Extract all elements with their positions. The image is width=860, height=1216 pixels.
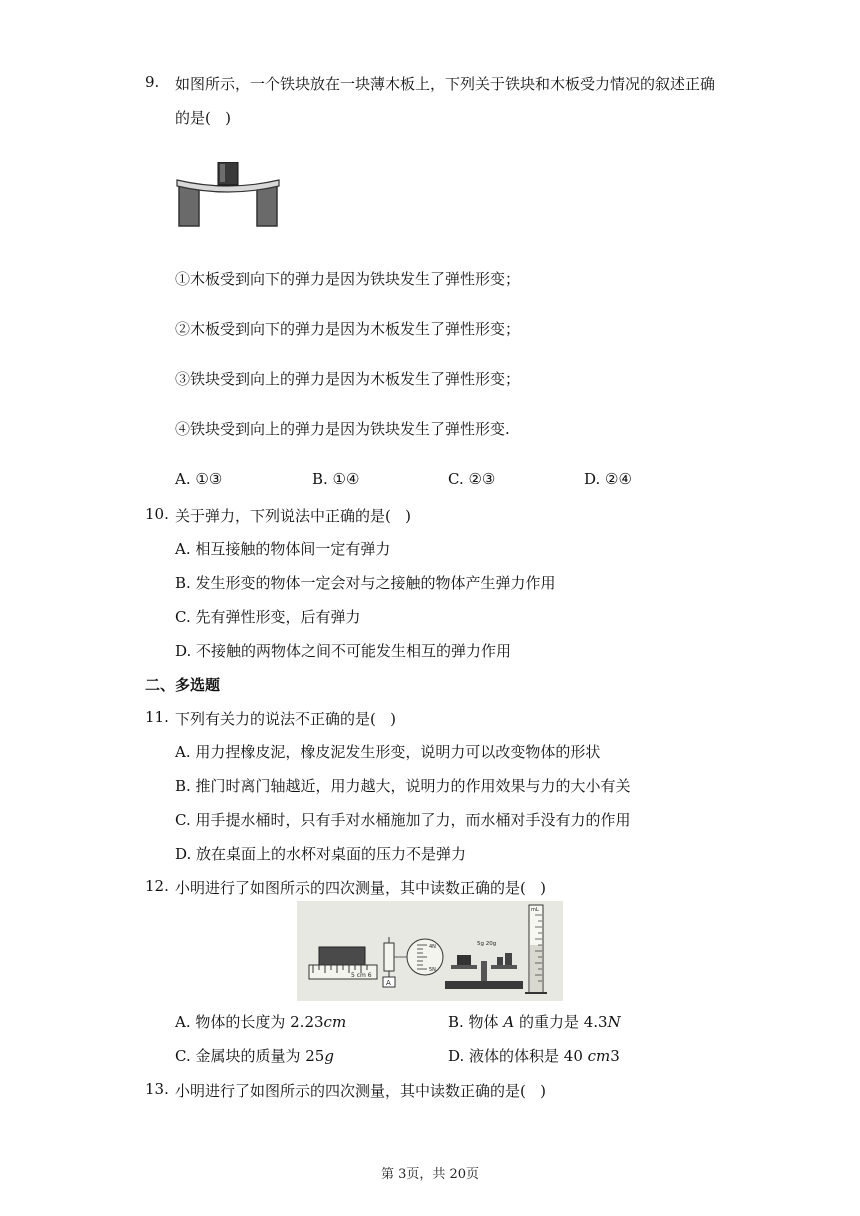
q11-option-c: C. 用手提水桶时，只有手对水桶施加了力，而水桶对手没有力的作用: [175, 811, 631, 829]
q12-text: 小明进行了如图所示的四次测量，其中读数正确的是( ): [175, 879, 547, 897]
balance-label: 5g 20g: [477, 941, 497, 947]
scale-label-bottom: 5N: [429, 967, 436, 973]
q10-option-c: C. 先有弹性形变，后有弹力: [175, 608, 361, 626]
q9-option-a: A. ①③: [175, 470, 223, 488]
scale-label-top: 4N: [429, 944, 436, 950]
q12-option-d: D. 液体的体积是 40 cm3: [448, 1047, 620, 1065]
q12-option-a: A. 物体的长度为 2.23cm: [175, 1013, 347, 1031]
q12-option-c: C. 金属块的质量为 25g: [175, 1047, 334, 1065]
section-title-multiple-choice: 二、多选题: [145, 676, 221, 694]
right-support: [257, 186, 277, 226]
q9-option-b: B. ①④: [312, 470, 360, 488]
q9-text-line2: 的是( ): [175, 109, 232, 127]
q11-text: 下列有关力的说法不正确的是( ): [175, 710, 397, 728]
q12-number: 12.: [145, 877, 169, 895]
q9-number: 9.: [145, 73, 160, 91]
q9-statement-2: ②木板受到向下的弹力是因为木板发生了弹性形变；: [175, 320, 521, 338]
q9-text-line1: 如图所示，一个铁块放在一块薄木板上，下列关于铁块和木板受力情况的叙述正确: [175, 75, 716, 93]
q13-text: 小明进行了如图所示的四次测量，其中读数正确的是( ): [175, 1082, 547, 1100]
q10-option-a: A. 相互接触的物体间一定有弹力: [175, 540, 391, 558]
q9-statement-4: ④铁块受到向上的弹力是因为铁块发生了弹性形变.: [175, 420, 510, 438]
q9-statement-1: ①木板受到向下的弹力是因为铁块发生了弹性形变；: [175, 270, 521, 288]
q9-figure-iron-block-on-board: [176, 162, 280, 228]
weight-label: A: [386, 979, 391, 987]
page-footer: 第 3页，共 20页: [380, 1167, 480, 1182]
q10-text: 关于弹力，下列说法中正确的是( ): [175, 507, 412, 525]
q10-option-d: D. 不接触的两物体之间不可能发生相互的弹力作用: [175, 642, 512, 660]
q11-option-b: B. 推门时离门轴越近，用力越大，说明力的作用效果与力的大小有关: [175, 777, 631, 795]
q9-statement-3: ③铁块受到向上的弹力是因为木板发生了弹性形变；: [175, 370, 521, 388]
q11-number: 11.: [145, 708, 169, 726]
q10-number: 10.: [145, 505, 169, 523]
q13-number: 13.: [145, 1080, 169, 1098]
cylinder-label: mL: [531, 907, 539, 913]
q11-option-d: D. 放在桌面上的水杯对桌面的压力不是弹力: [175, 845, 467, 863]
q9-option-c: C. ②③: [448, 470, 496, 488]
ruler-label: 5 cm 6: [351, 972, 372, 979]
q9-option-d: D. ②④: [584, 470, 632, 488]
q12-measurement-figure: [297, 901, 563, 1001]
left-support: [179, 186, 199, 226]
q11-option-a: A. 用力捏橡皮泥，橡皮泥发生形变，说明力可以改变物体的形状: [175, 743, 601, 761]
q12-option-b: B. 物体 A 的重力是 4.3N: [448, 1013, 621, 1031]
q10-option-b: B. 发生形变的物体一定会对与之接触的物体产生弹力作用: [175, 574, 556, 592]
